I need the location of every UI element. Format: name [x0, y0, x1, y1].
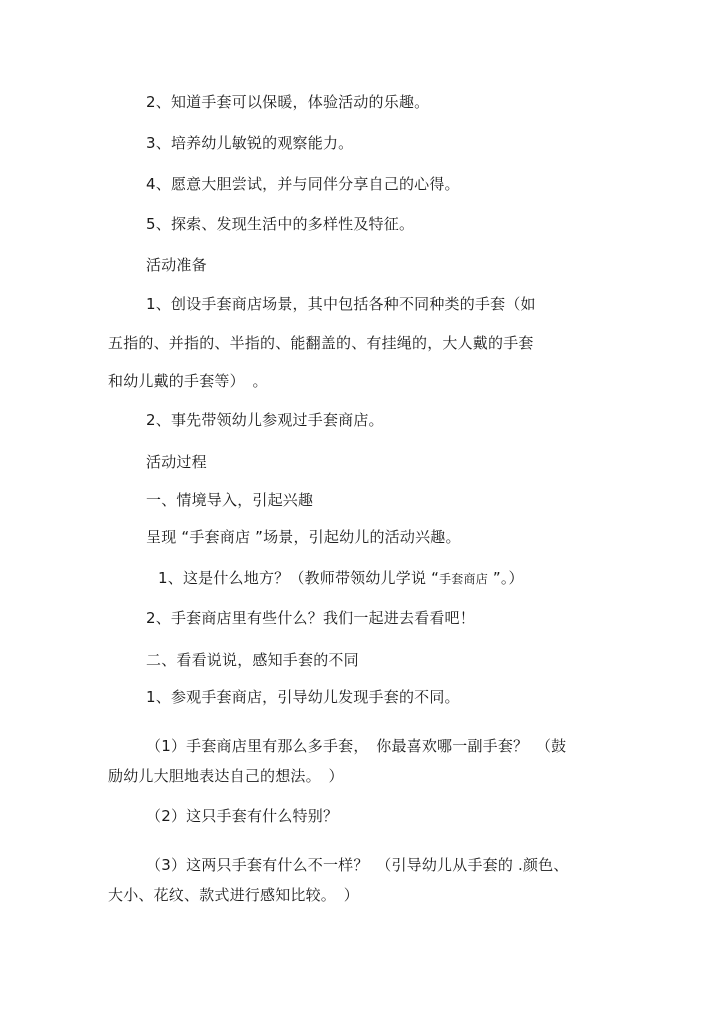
prep-item-2: 2、事先带领幼儿参观过手套商店。	[146, 411, 384, 429]
part1-question-1-suffix: ”。）	[487, 569, 524, 587]
sub-question-2: （2）这只手套有什么特别？	[146, 807, 339, 825]
part1-question-1	[158, 568, 524, 589]
sub-question-3-line-1: （3）这两只手套有什么不一样？ （引导幼儿从手套的 .颜色、	[146, 856, 569, 874]
part1-heading: 一、情境导入，引起兴趣	[146, 491, 314, 509]
sub-question-1-line-1: （1）手套商店里有那么多手套， 你最喜欢哪一副手套？ （鼓	[146, 737, 567, 755]
glove-shop-label: 手套商店	[439, 572, 488, 586]
part1-question-1-prefix: 1、这是什么地方？（教师带领幼儿学说 “	[158, 569, 440, 587]
sub-question-1-line-2: 励幼儿大胆地表达自己的想法。 ）	[108, 767, 344, 785]
part1-question-2: 2、手套商店里有些什么？我们一起进去看看吧！	[146, 609, 475, 627]
goal-4: 4、愿意大胆尝试，并与同伴分享自己的心得。	[146, 175, 460, 193]
part2-item-1: 1、参观手套商店，引导幼儿发现手套的不同。	[146, 688, 460, 706]
process-heading: 活动过程	[146, 453, 207, 471]
prep-item-1-line-2: 五指的、并指的、半指的、能翻盖的、有挂绳的，大人戴的手套	[108, 334, 534, 352]
sub-question-3-line-2: 大小、花纹、款式进行感知比较。 ）	[108, 886, 359, 904]
prep-item-1-line-1: 1、创设手套商店场景，其中包括各种不同种类的手套（如	[146, 295, 536, 313]
part2-heading: 二、看看说说，感知手套的不同	[146, 651, 359, 669]
part1-intro: 呈现 “手套商店 ”场景，引起幼儿的活动兴趣。	[146, 528, 461, 546]
goal-2: 2、知道手套可以保暖，体验活动的乐趣。	[146, 93, 430, 111]
prep-item-1-line-3: 和幼儿戴的手套等） 。	[108, 372, 268, 390]
prep-heading: 活动准备	[146, 256, 207, 274]
goal-5: 5、探索、发现生活中的多样性及特征。	[146, 215, 415, 233]
goal-3: 3、培养幼儿敏锐的观察能力。	[146, 134, 354, 152]
